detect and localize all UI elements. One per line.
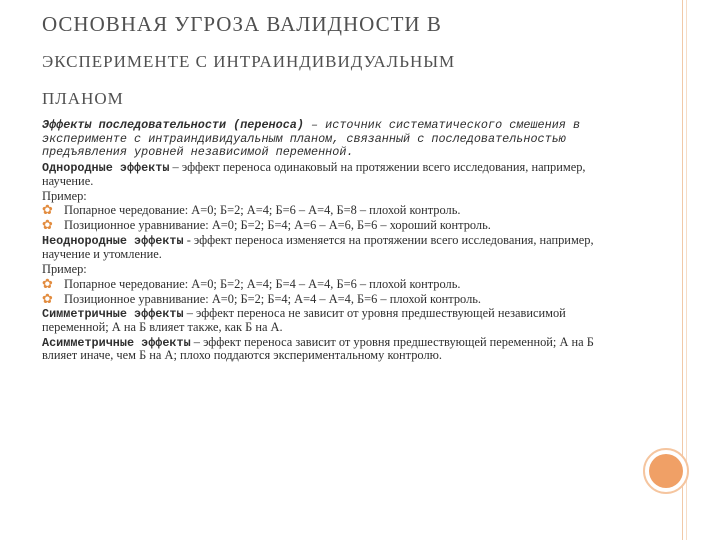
example-2-item-2 bbox=[42, 293, 632, 306]
heterogeneous-term: Неоднородные эффекты bbox=[42, 234, 184, 249]
flower-bullet-icon: ✿ bbox=[42, 218, 53, 234]
symmetric-text: – эффект переноса не зависит от уровня предшествующей независимой переменной; А на Б влияет также, как Б на А. bbox=[42, 306, 566, 334]
example-2-item-1 bbox=[42, 278, 632, 291]
example-2-item-2-text: Позиционное уравнивание: А=0; Б=2; Б=4; А=4 – А=4, Б=6 – плохой контроль. bbox=[64, 291, 481, 306]
slide-body bbox=[42, 118, 632, 364]
example-2-item-1-text: Попарное чередование: А=0; Б=2; А=4; Б=4 – А=4, Б=6 – плохой контроль. bbox=[64, 276, 461, 291]
symmetric-paragraph bbox=[42, 307, 632, 333]
title-line-3: ПЛАНОМ bbox=[42, 89, 124, 108]
intro-text: – источник систематического смешения в эксперименте с интраиндивидуальным планом, связанный с последовательностью предъявления уровней независимой переменной. bbox=[42, 118, 581, 160]
example-1-label: Пример: bbox=[42, 188, 87, 203]
homogeneous-text: – эффект переноса одинаковый на протяжении всего исследования, например, научение. bbox=[42, 160, 586, 188]
asymmetric-paragraph bbox=[42, 336, 632, 362]
symmetric-term: Симметричные эффекты bbox=[42, 307, 184, 322]
title-line-1: ОСНОВНАЯ УГРОЗА ВАЛИДНОСТИ В bbox=[42, 12, 442, 36]
decorative-circle-fill bbox=[649, 454, 683, 488]
slide-title bbox=[42, 6, 662, 117]
asymmetric-term: Асимметричные эффекты bbox=[42, 335, 191, 350]
example-2-label: Пример: bbox=[42, 261, 87, 276]
title-line-2: ЭКСПЕРИМЕНТЕ С ИНТРАИНДИВИДУАЛЬНЫМ bbox=[42, 52, 456, 71]
homogeneous-term: Однородные эффекты bbox=[42, 161, 170, 176]
example-1-item-2-text: Позиционное уравнивание: А=0; Б=2; Б=4; А=6 – А=6, Б=6 – хороший контроль. bbox=[64, 218, 491, 233]
flower-bullet-icon: ✿ bbox=[42, 291, 53, 307]
flower-bullet-icon: ✿ bbox=[42, 276, 53, 292]
flower-bullet-icon: ✿ bbox=[42, 203, 53, 219]
example-1-item-1 bbox=[42, 204, 632, 217]
asymmetric-text: – эффект переноса зависит от уровня предшествующей переменной; А на Б влияет иначе, чем Б на А; плохо поддаются экспериментальному контролю. bbox=[42, 334, 594, 363]
decorative-circle bbox=[643, 448, 689, 494]
example-1-item-1-text: Попарное чередование: А=0; Б=2; А=4; Б=6 – А=4, Б=8 – плохой контроль. bbox=[64, 203, 461, 218]
intro-term: Эффекты последовательности (переноса) bbox=[42, 118, 304, 132]
example-1-item-2 bbox=[42, 219, 632, 232]
heterogeneous-paragraph bbox=[42, 234, 632, 260]
heterogeneous-text: - эффект переноса изменяется на протяжении всего исследования, например, научение и утомление. bbox=[42, 233, 594, 261]
homogeneous-paragraph bbox=[42, 161, 632, 187]
intro-paragraph bbox=[42, 118, 632, 159]
